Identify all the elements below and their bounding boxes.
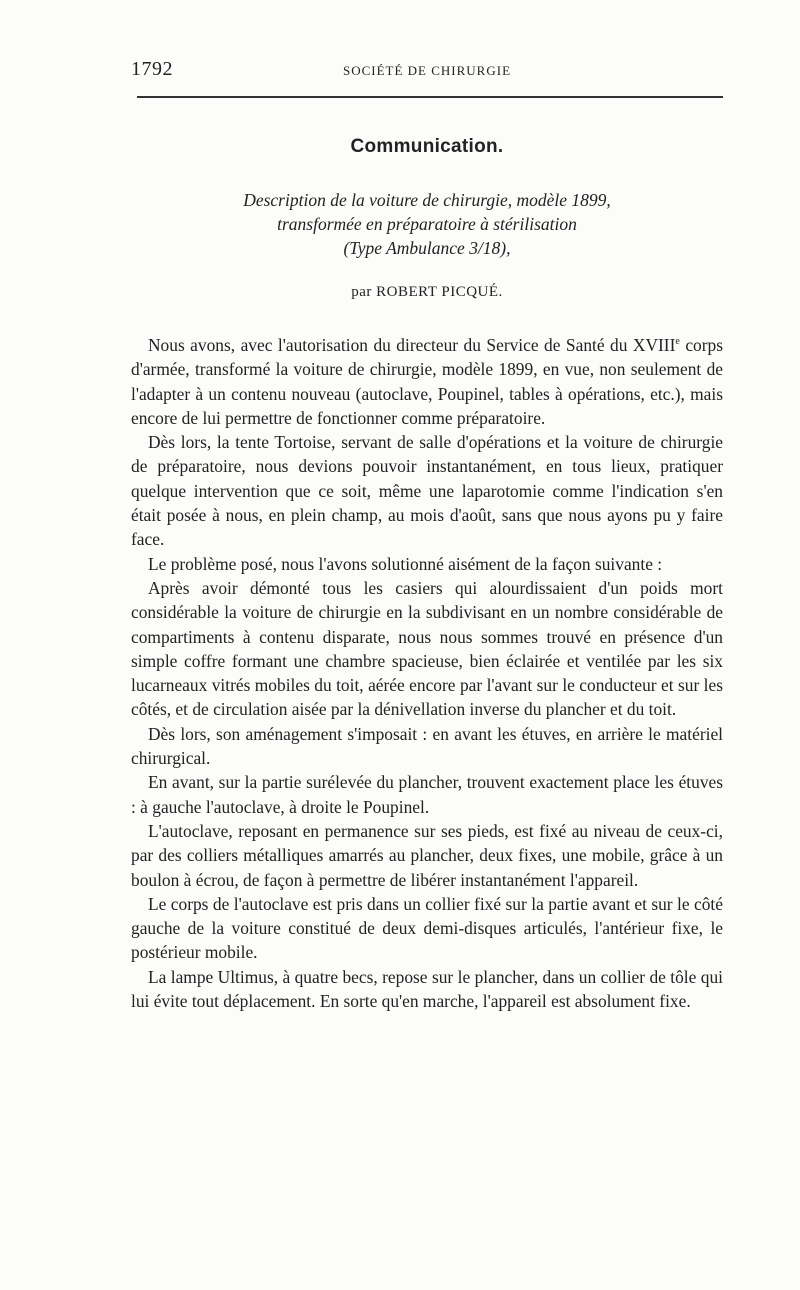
paragraph: Dès lors, la tente Tortoise, servant de salle d'opérations et la voiture de chirurgie de préparatoire, nous devions pouvoir instantanément, en tous lieux, pratiquer quelque intervention que ce soit, même une laparotomie comme l'indication s'en était posée à nous, en plein champ, au mois d'août, sans que nous ayons pu y faire face. <box>131 432 723 550</box>
subtitle-line: transformée en préparatoire à stérilisation <box>277 214 577 234</box>
paragraph: La lampe Ultimus, à quatre becs, repose sur le plancher, dans un collier de tôle qui lui évite tout déplacement. En sorte qu'en marche, l'appareil est absolument fixe. <box>131 966 723 1012</box>
paragraph: L'autoclave, reposant en permanence sur ses pieds, est fixé au niveau de ceux-ci, par des colliers métalliques amarrés au plancher, deux fixes, une mobile, grâce à un boulon à écrou, de façon à permettre de libérer instantanément l'appareil. <box>131 820 723 890</box>
paragraph <box>131 333 723 430</box>
article-title: Communication. <box>350 136 504 157</box>
subtitle-line: (Type Ambulance 3/18), <box>343 238 511 258</box>
paragraph-text: Nous avons, avec l'autorisation du directeur du Service de Santé du XVIII <box>148 335 676 355</box>
paragraph: Après avoir démonté tous les casiers qui alourdissaient d'un poids mort considérable la voiture de chirurgie en la subdivisant en un nombre considérable de compartiments à contenu disparate, nous nous sommes trouvé en présence d'un simple coffre formant une chambre spacieuse, bien éclairée et ventilée par les six lucarneaux vitrés mobiles du toit, aérée encore par l'avant sur le conducteur et sur les côtés, et de circulation aisée par la dénivellation inverse du plancher et du toit. <box>131 577 723 720</box>
article-author: par ROBERT PICQUÉ. <box>351 284 503 300</box>
page-number: 1792 <box>131 58 173 80</box>
subtitle-line: Description de la voiture de chirurgie, modèle 1899, <box>243 190 611 210</box>
page-header <box>131 58 723 84</box>
paragraph: Le corps de l'autoclave est pris dans un collier fixé sur la partie avant et sur le côté gauche de la voiture constitué de deux demi-disques articulés, l'antérieur fixe, le postérieur mobile. <box>131 893 723 963</box>
running-head: SOCIÉTÉ DE CHIRURGIE <box>342 63 512 78</box>
article-subtitle <box>131 188 723 260</box>
article-body <box>131 333 723 1013</box>
paragraph: En avant, sur la partie surélevée du plancher, trouvent exactement place les étuves : à gauche l'autoclave, à droite le Poupinel. <box>131 772 723 817</box>
superscript: e <box>675 336 680 348</box>
header-rule <box>137 96 723 98</box>
paragraph: Dès lors, son aménagement s'imposait : en avant les étuves, en arrière le matériel chirurgical. <box>131 723 723 769</box>
paragraph: Le problème posé, nous l'avons solutionné aisément de la façon suivante : <box>148 553 663 574</box>
paragraph-text: corps d'armée, transformé la voiture de chirurgie, modèle 1899, en vue, non seulement de l'adapter à un contenu nouveau (autoclave, Poupinel, tables à opérations, etc.), mais encore de lui permettre de fonctionner comme préparatoire. <box>131 335 723 428</box>
